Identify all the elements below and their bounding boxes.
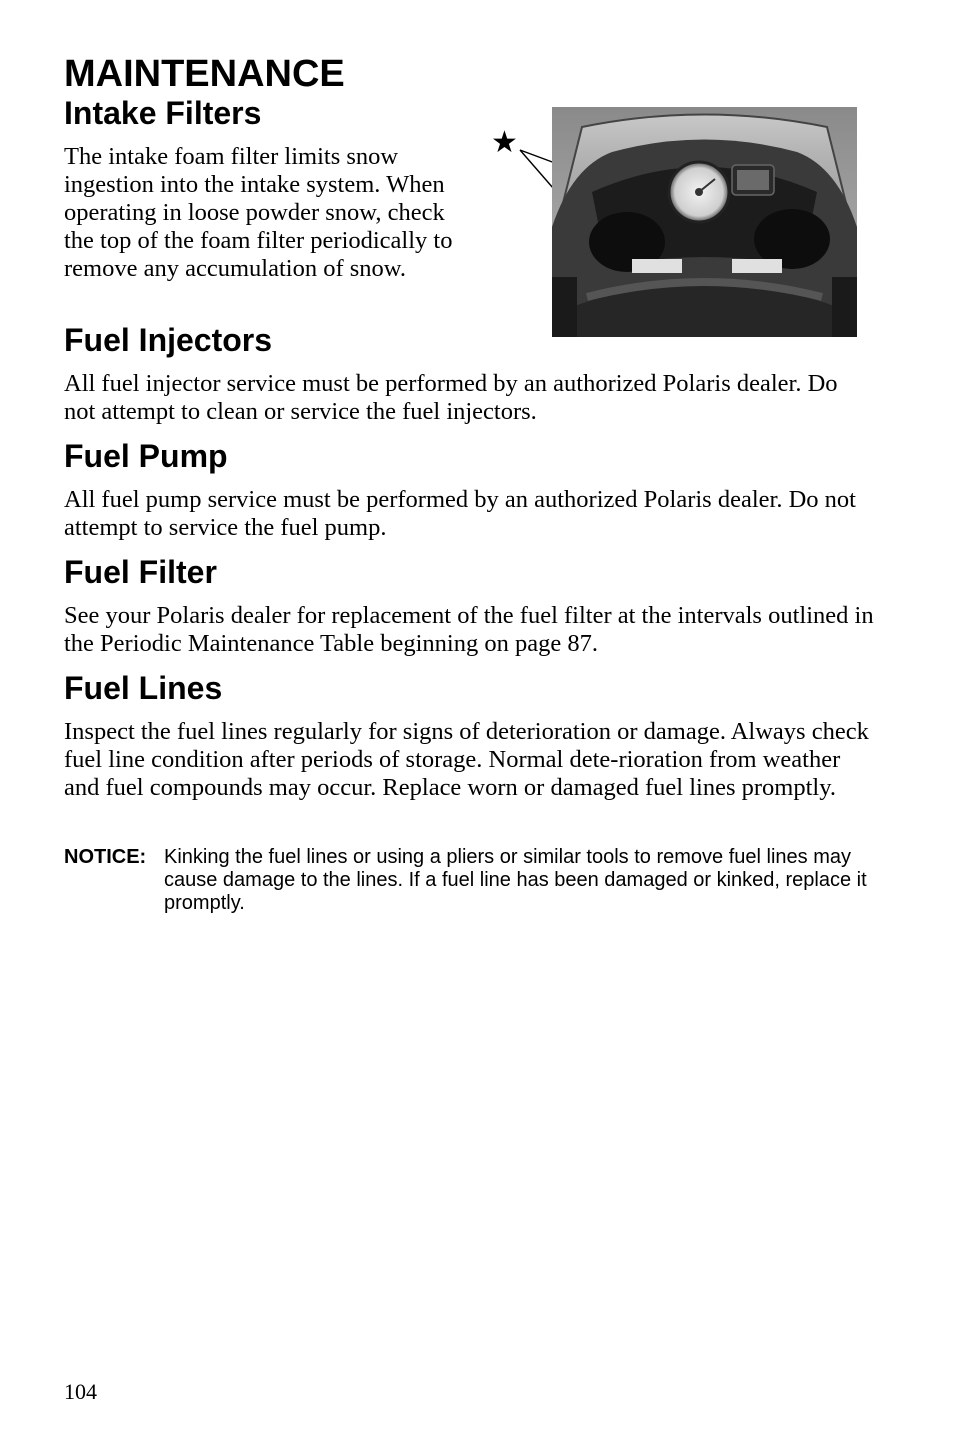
heading-fuel-pump: Fuel Pump: [64, 438, 228, 474]
fuel-lines-text: Inspect the fuel lines regularly for signs of deterioration or damage. Always check fuel line condition after periods of storage. Normal dete-rioration from weather and fuel compounds may occur. Replace worn or damaged fuel lines promptly.: [64, 718, 869, 801]
callout-star-icon: ★: [491, 126, 518, 159]
page-number: 104: [64, 1379, 97, 1404]
heading-fuel-filter: Fuel Filter: [64, 554, 217, 590]
notice-text: Kinking the fuel lines or using a pliers or similar tools to remove fuel lines may cause damage to the lines. If a fuel line has been damaged or kinked, replace it promptly.: [164, 846, 867, 914]
notice-label: NOTICE:: [64, 846, 147, 868]
fuel-filter-text: See your Polaris dealer for replacement of the fuel filter at the intervals outlined in the Periodic Maintenance Table beginning on page 87.: [64, 602, 874, 657]
heading-intake-filters: Intake Filters: [64, 95, 262, 131]
fuel-pump-text: All fuel pump service must be performed by an authorized Polaris dealer. Do not attempt to service the fuel pump.: [64, 486, 856, 541]
heading-fuel-injectors: Fuel Injectors: [64, 322, 273, 358]
heading-fuel-lines: Fuel Lines: [64, 670, 223, 706]
intake-filters-text: The intake foam filter limits snow ingestion into the intake system. When operating in loose powder snow, check the top of the foam filter periodically to remove any accumulation of snow.: [64, 143, 453, 282]
fuel-injectors-text: All fuel injector service must be performed by an authorized Polaris dealer. Do not attempt to clean or service the fuel injectors.: [64, 370, 838, 425]
page-title: MAINTENANCE: [64, 53, 345, 95]
dashboard-photo: [552, 107, 857, 337]
